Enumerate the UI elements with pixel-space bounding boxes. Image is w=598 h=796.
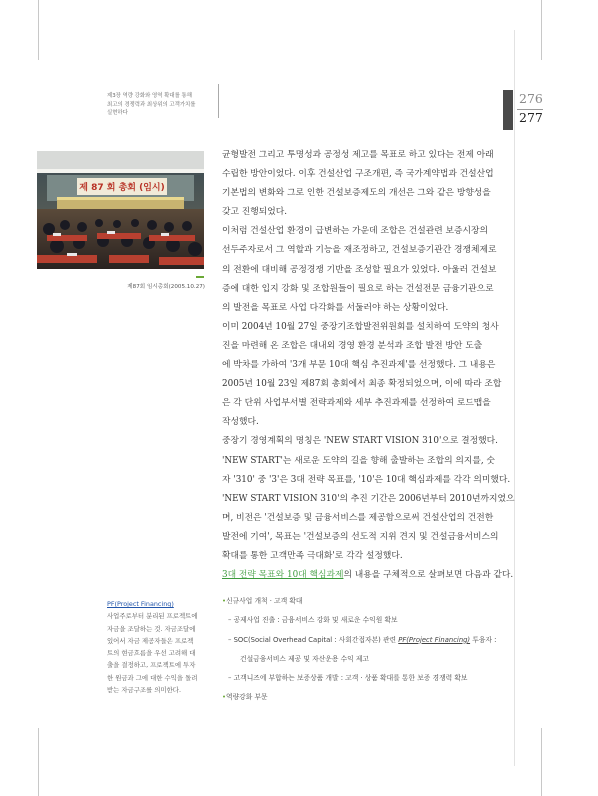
bullet-icon: •	[222, 597, 227, 605]
list-item-label: 신규사업 개척 · 고객 확대	[226, 597, 303, 605]
list-subitem-label: 공제사업 진출 : 금융서비스 강화 및 새로운 수익원 확보	[233, 616, 398, 625]
page-tab-marker	[503, 90, 513, 130]
glossary-line: 자금을 조달하는 것. 자금조달에	[107, 624, 196, 633]
body-line: 'NEW START VISION 310'의 추진 기간은 2006년부터 2010년까지였으	[222, 493, 515, 504]
body-line: 증에 대한 입지 강화 및 조합원들이 필요로 하는 건설전문 금융기관으로	[222, 283, 494, 294]
glossary-line: 트의 현금흐름을 우선 고려해 대	[107, 649, 196, 658]
page-number-odd: 277	[519, 110, 543, 125]
header-divider	[218, 84, 219, 118]
body-line: 확대를 통한 고객만족 극대화'로 각각 설정했다.	[222, 550, 403, 561]
glossary-line: 있어서 자금 제공자들은 프로젝	[107, 636, 194, 645]
body-text	[222, 146, 515, 585]
strategy-link[interactable]: 3대 전략 목표와 10대 핵심과제	[222, 570, 344, 581]
glossary-term: PF(Project Financing)	[107, 600, 174, 608]
list-item	[222, 688, 522, 707]
list-subitem-label: SOC(Social Overhead Capital : 사회간접자본) 관련	[233, 635, 399, 644]
body-line: 2005년 10월 23일 제87회 총회에서 최종 확정되었으며, 이에 따라 조합	[222, 379, 502, 390]
body-line: 자 '310' 중 '3'은 3대 전략 목표를, '10'은 10대 핵심과제를 각각 의미했다.	[222, 474, 511, 485]
guide-line-right-bottom	[541, 728, 542, 796]
running-title	[107, 92, 219, 118]
caption-accent-bar	[196, 276, 204, 278]
list-subitem	[222, 631, 522, 650]
glossary-line: 한 원금과 그에 대한 수익을 돌려	[107, 673, 198, 682]
list-subitem-continuation: 건설금융서비스 제공 및 자산운용 수익 제고	[240, 654, 369, 663]
guide-line-left	[38, 0, 39, 60]
body-line: 에 박차를 가하여 '3개 부문 10대 핵심 추진과제'를 선정했다. 그 내용은	[222, 360, 496, 371]
body-line: 며, 비전은 '건설보증 및 금융서비스를 제공함으로써 건설산업의 건전한	[222, 512, 494, 523]
strategy-list	[222, 592, 522, 708]
glossary-line: 받는 자금구조를 의미한다.	[107, 686, 182, 695]
body-line: 의 발전을 목표로 사업 다각화를 서둘러야 하는 상황이었다.	[222, 302, 449, 313]
guide-line-left-bottom	[38, 728, 39, 796]
photo-caption: 제87회 임시총회(2005.10.27)	[127, 284, 205, 290]
list-subitem-label: 고객니즈에 부합하는 보증상품 개발 : 고객 · 상품 확대를 통한 보증 경쟁력 확보	[233, 674, 468, 683]
body-line: 갖고 진행되었다.	[222, 207, 288, 218]
body-line: 균형발전 그리고 투명성과 공정성 제고를 목표로 하고 있다는 전제 아래	[222, 150, 494, 160]
list-subitem	[222, 669, 522, 688]
body-line: 이미 2004년 10월 27일 중장기조합발전위원회를 설치하여 도약의 청사	[222, 321, 499, 332]
body-line: 수립한 방안이었다. 이후 건설산업 구조개편, 즉 국가계약법과 건설산업	[222, 169, 494, 180]
meeting-photo	[37, 151, 204, 269]
body-line: 중장기 경영계획의 명칭은 'NEW START VISION 310'으로 결정했다.	[222, 436, 498, 447]
body-line: 은 각 단위 사업부서별 전략과제와 세부 추진과제를 선정하여 로드맵을	[222, 398, 491, 409]
body-line: 발전에 기여', 목표는 '건설보증의 선도적 지위 견지 및 건설금융서비스의	[222, 531, 499, 542]
guide-line-right	[541, 0, 542, 60]
list-item-label: 역량강화 부문	[226, 693, 268, 702]
body-line-tail: 의 내용을 구체적으로 살펴보면 다음과 같다.	[343, 570, 514, 581]
glossary-line: 출을 결정하고, 프로젝트에 투자	[107, 661, 196, 670]
body-line: 의 전환에 대비해 공정경쟁 기반을 조성할 필요가 있었다. 아울러 건설보	[222, 264, 497, 275]
body-line: 이처럼 건설산업 환경이 급변하는 가운데 조합은 건설관련 보증시장의	[222, 226, 489, 237]
dash-icon: –	[228, 616, 232, 625]
list-subitem	[222, 611, 522, 630]
dash-icon: –	[228, 674, 232, 683]
body-line: 선두주자로서 그 역할과 기능을 재조정하고, 건설보증기관간 경쟁체제로	[222, 245, 497, 256]
meeting-banner-text: 제 87 회 총회 (임시)	[79, 183, 165, 193]
body-line-last	[222, 566, 514, 585]
running-title-line: 최고의 경쟁력과 최상위의 고객가치를	[107, 101, 196, 108]
meeting-photo-illustration	[37, 151, 204, 269]
running-title-line: 실현하다	[107, 110, 128, 117]
glossary-line: 사업주로부터 분리된 프로젝트에	[107, 612, 198, 621]
list-item	[222, 592, 522, 611]
body-line: 기본법의 변화와 그로 인한 건설보증제도의 개선은 그와 같은 방향성을	[222, 188, 491, 199]
list-subitem-label: 투융자 :	[470, 635, 497, 644]
bullet-icon: •	[222, 693, 227, 702]
body-line: 'NEW START'는 새로운 도약의 길을 향해 출발하는 조합의 의지를, 숫	[222, 455, 496, 466]
body-line: 작성했다.	[222, 417, 259, 428]
page-number-even: 276	[519, 91, 543, 106]
glossary-note	[107, 598, 207, 696]
dash-icon: –	[228, 635, 232, 644]
body-line: 진을 마련해 온 조합은 대내외 경영 환경 분석과 조합 발전 방안 도출	[222, 340, 483, 351]
running-title-line: 제3장 역량 강화와 영역 확대를 통해	[107, 93, 192, 99]
pf-term-link[interactable]: PF(Project Financing)	[398, 635, 471, 644]
